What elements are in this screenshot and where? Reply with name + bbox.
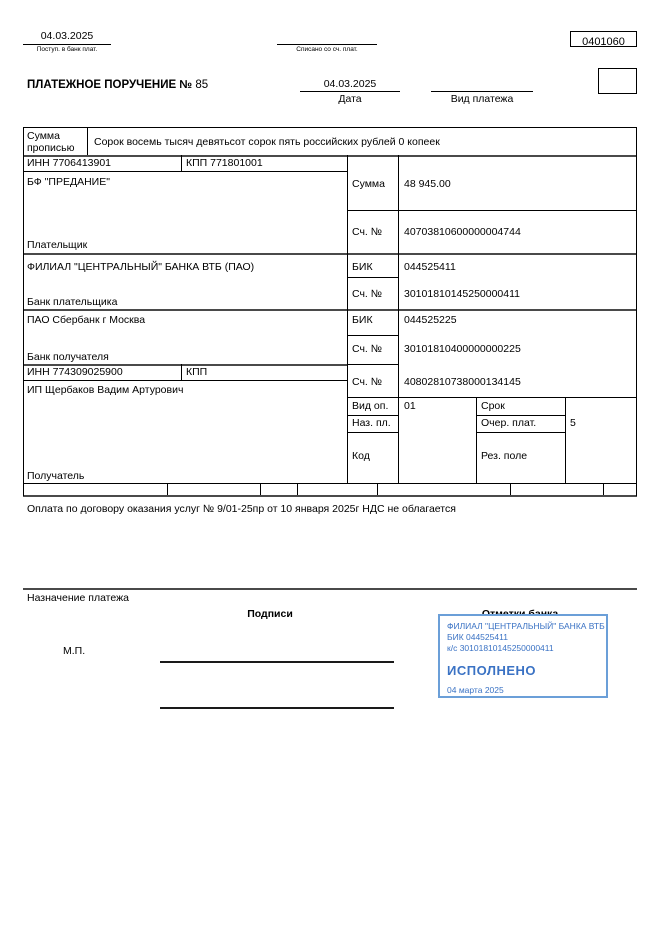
details-top-line bbox=[348, 397, 637, 398]
stamp-corr-account: к/с 30101810145250000411 bbox=[447, 643, 554, 653]
payer-bank-label: Банк плательщика bbox=[27, 296, 118, 308]
amount-words-divider bbox=[87, 127, 88, 155]
tax-cell-divider bbox=[603, 483, 604, 495]
tax-cell-divider bbox=[297, 483, 298, 495]
table-right-border bbox=[636, 127, 637, 496]
stamp-date: 04 марта 2025 bbox=[447, 685, 504, 695]
payee-bank-account-label: Сч. № bbox=[352, 343, 383, 355]
priority-label: Очер. плат. bbox=[481, 417, 537, 429]
purpose-label: Назначение платежа bbox=[27, 592, 129, 604]
naz-box-bottom-line bbox=[348, 432, 399, 433]
doc-date-underline bbox=[300, 91, 400, 92]
code-label: Код bbox=[352, 450, 370, 462]
payee-bank-bik-label: БИК bbox=[352, 314, 373, 326]
purpose-text: Оплата по договору оказания услуг № 9/01-25пр от 10 января 2025г НДС не облагается bbox=[27, 503, 456, 515]
amount-words-value: Сорок восемь тысяч девятьсот сорок пять российских рублей 0 копеек bbox=[94, 136, 440, 148]
payer-inn: ИНН 7706413901 bbox=[27, 157, 112, 169]
payee-name: ИП Щербаков Вадим Артурович bbox=[27, 384, 184, 396]
received-date-label: Поступ. в банк плат. bbox=[36, 46, 98, 53]
bank-stamp bbox=[438, 614, 608, 698]
payee-account: 40802810738000134145 bbox=[404, 376, 521, 388]
payer-bank-bik-box-line bbox=[348, 277, 399, 278]
op-box-bottom-line bbox=[348, 415, 399, 416]
payer-bank-bottom-line bbox=[23, 309, 637, 311]
payee-kpp-divider bbox=[181, 364, 182, 380]
signature-line-2 bbox=[160, 707, 394, 709]
doc-date: 04.03.2025 bbox=[323, 78, 377, 90]
term-box-bottom-line bbox=[476, 415, 565, 416]
table-top-line bbox=[23, 127, 637, 128]
term-box-left-border bbox=[476, 397, 477, 483]
term-box-right-border bbox=[565, 397, 566, 483]
payee-bank-label: Банк получателя bbox=[27, 351, 109, 363]
priority-value: 5 bbox=[570, 417, 576, 429]
received-date: 04.03.2025 bbox=[40, 30, 94, 42]
stamp-bank-name: ФИЛИАЛ "ЦЕНТРАЛЬНЫЙ" БАНКА ВТБ bbox=[447, 621, 605, 631]
term-label: Срок bbox=[481, 400, 505, 412]
signature-line-1 bbox=[160, 661, 394, 663]
payee-inn: ИНН 774309025900 bbox=[27, 366, 123, 378]
form-code-box bbox=[570, 31, 637, 47]
op-type-label: Вид оп. bbox=[352, 400, 389, 412]
payer-inn-bottom-line bbox=[23, 171, 348, 172]
payer-account-label: Сч. № bbox=[352, 226, 383, 238]
label-value-divider bbox=[398, 155, 399, 483]
purpose-section-line bbox=[23, 588, 637, 590]
payer-label: Плательщик bbox=[27, 239, 88, 251]
amount-words-label: Сумма прописью bbox=[27, 130, 75, 154]
payer-bank-account-label: Сч. № bbox=[352, 288, 383, 300]
payee-account-label: Сч. № bbox=[352, 376, 383, 388]
payer-bank-name: ФИЛИАЛ "ЦЕНТРАЛЬНЫЙ" БАНКА ВТБ (ПАО) bbox=[27, 261, 255, 273]
payee-bank-name: ПАО Сбербанк г Москва bbox=[27, 314, 146, 326]
sum-label: Сумма bbox=[352, 178, 385, 190]
amount-words-bottom-line bbox=[23, 155, 637, 157]
document-title bbox=[27, 79, 208, 91]
debited-label: Списано со сч. плат. bbox=[296, 46, 358, 53]
doc-number: 85 bbox=[195, 79, 209, 91]
payee-bank-bik-box-line bbox=[348, 335, 399, 336]
payer-bank-account: 30101810145250000411 bbox=[404, 288, 521, 300]
stamp-bik: БИК 044525411 bbox=[447, 632, 508, 642]
payer-bank-bik: 044525411 bbox=[404, 261, 456, 273]
payer-name: БФ "ПРЕДАНИЕ" bbox=[27, 176, 110, 188]
received-date-underline bbox=[23, 44, 111, 45]
stamp-status: ИСПОЛНЕНО bbox=[447, 663, 537, 678]
reserve-label: Рез. поле bbox=[481, 450, 528, 462]
title-text: ПЛАТЕЖНОЕ ПОРУЧЕНИЕ № bbox=[27, 79, 193, 91]
tax-row-top-line bbox=[23, 483, 637, 484]
payee-label: Получатель bbox=[27, 470, 85, 482]
sum-value: 48 945.00 bbox=[404, 178, 451, 190]
payee-account-box-top-line bbox=[348, 364, 399, 365]
mp-label: М.П. bbox=[63, 645, 86, 657]
sum-row-bottom-line bbox=[348, 210, 637, 211]
table-bottom-line bbox=[23, 495, 637, 497]
payer-bank-bik-label: БИК bbox=[352, 261, 373, 273]
main-column-divider bbox=[347, 155, 348, 483]
payee-kpp: КПП bbox=[186, 366, 208, 378]
payee-bank-account: 30101810400000000225 bbox=[404, 343, 521, 355]
date-label: Дата bbox=[338, 93, 362, 105]
payment-type-underline bbox=[431, 91, 533, 92]
payer-bottom-line bbox=[23, 253, 637, 255]
payer-account: 40703810600000004744 bbox=[404, 226, 521, 238]
table-left-border bbox=[23, 127, 24, 496]
tax-cell-divider bbox=[377, 483, 378, 495]
priority-box-bottom-line bbox=[476, 432, 565, 433]
naz-label: Наз. пл. bbox=[352, 417, 391, 429]
tax-cell-divider bbox=[167, 483, 168, 495]
payment-type-label: Вид платежа bbox=[450, 93, 514, 105]
payer-kpp-divider bbox=[181, 155, 182, 171]
op-type-value: 01 bbox=[404, 400, 416, 412]
tax-cell-divider bbox=[510, 483, 511, 495]
tax-cell-divider bbox=[260, 483, 261, 495]
payer-kpp: КПП 771801001 bbox=[186, 157, 263, 169]
signatures-label: Подписи bbox=[247, 608, 293, 620]
status-code-box bbox=[598, 68, 637, 94]
payee-inn-bottom-line bbox=[23, 380, 348, 381]
form-code: 0401060 bbox=[582, 36, 625, 48]
payee-bank-bik: 044525225 bbox=[404, 314, 457, 326]
debited-underline bbox=[277, 44, 377, 45]
